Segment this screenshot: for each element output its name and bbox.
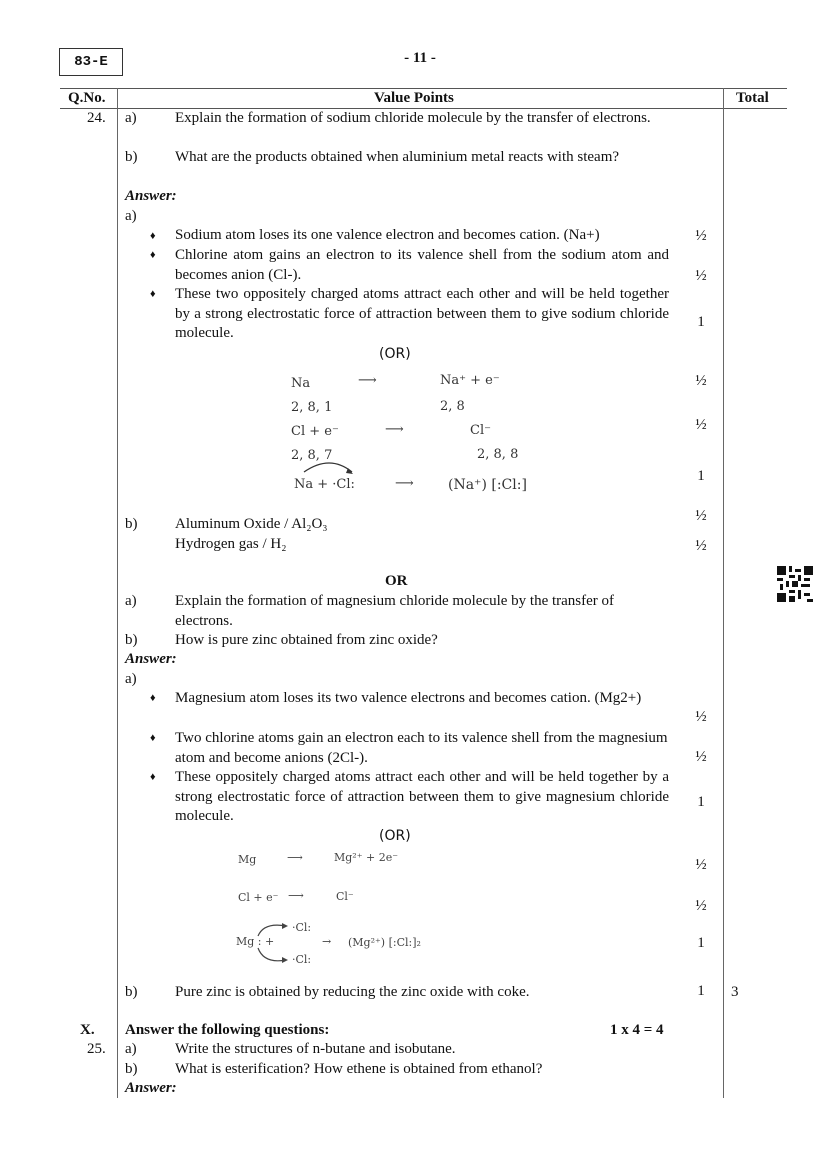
bullet-diamond-icon: ♦ [150,732,156,744]
arrow-right-icon: ⟶ [358,373,377,388]
eq-lewis-right: (Na⁺) [:Cl:] [448,477,527,493]
q24-point-2: Chlorine atom gains an electron to its valence shell from the sodium atom and becomes anion (Cl-). [175,247,669,283]
page-number: - 11 - [404,50,436,66]
q25-a-label: a) [125,1041,137,1057]
eq-mg-lewis-left: Mg : + [236,935,275,948]
q24or-point-1-mark: ½ [695,709,707,725]
q24or-point-3-mark: 1 [697,794,705,810]
q24or-point-1: Magnesium atom loses its two valence electrons and becomes cation. (Mg2+) [175,690,642,706]
q24or-answer-label: Answer: [125,651,177,667]
section-marks-scheme: 1 x 4 = 4 [610,1022,664,1038]
eq-mgcl-right: Cl⁻ [336,890,354,903]
eq-na-right: Na⁺ + e⁻ [440,373,500,388]
q24or-ans-b-text: Pure zinc is obtained by reducing the zinc oxide with coke. [175,984,530,1000]
eq-na-left: Na [291,376,311,391]
q24-point-1-mark: ½ [695,228,707,244]
eq-cl-left: Cl + e⁻ [291,424,339,439]
bullet-diamond-icon: ♦ [150,692,156,704]
table-top-border [60,88,787,89]
arrow-right-icon: ⟶ [385,422,404,437]
q24-point-2-mark: ½ [695,268,707,284]
q24-b-text: What are the products obtained when aluminium metal reacts with steam? [175,149,620,165]
qr-code-icon [777,565,813,603]
column-divider-qno [117,88,118,1098]
arrow-right-icon: ⟶ [395,476,414,491]
eq-na-mark: ½ [695,373,707,389]
q24or-a-text: Explain the formation of magnesium chloride molecule by the transfer of electrons. [175,593,615,629]
eq-mg-right: Mg²⁺ + 2e⁻ [334,851,399,864]
header-total: Total [736,90,769,106]
column-divider-total [723,88,724,1098]
q24-point-1: Sodium atom loses its one valence electron and becomes cation. (Na+) [175,227,600,243]
q25-a-text: Write the structures of n-butane and isobutane. [175,1041,456,1057]
q24or-point-3: These oppositely charged atoms attract each other and will be held together by a strong electrostatic force of attraction between them to give magnesium chloride molecule. [175,769,669,824]
header-qno: Q.No. [68,90,106,106]
q24-ans-b-line-2-mark: ½ [695,538,707,554]
q24-total-marks: 3 [731,984,739,1000]
q25-b-text: What is esterification? How ethene is obtained from ethanol? [175,1061,543,1077]
paper-code: 83-E [74,54,108,70]
q24-ans-b-label: b) [125,516,138,532]
q24or-or-label: (OR) [379,828,411,844]
q24-answer-label: Answer: [125,188,177,204]
eq-cl-mark: ½ [695,417,707,433]
bullet-diamond-icon: ♦ [150,249,156,261]
eq-cl-right: Cl⁻ [470,423,491,438]
eq-cl-config-right: 2, 8, 8 [477,447,519,462]
q24or-b-label: b) [125,632,138,648]
q24or-ans-b-mark: 1 [697,983,705,999]
paper-code-box [59,48,123,76]
q24-a-text: Explain the formation of sodium chloride molecule by the transfer of electrons. [175,110,651,126]
q24or-ans-a-label: a) [125,671,137,687]
q24-ans-a-label: a) [125,208,137,224]
eq-mgcl-left: Cl + e⁻ [238,891,279,904]
bullet-diamond-icon: ♦ [150,288,156,300]
q24-ans-b-line-2: Hydrogen gas / H₂ [175,536,287,552]
q24or-point-2-mark: ½ [695,749,707,765]
bullet-diamond-icon: ♦ [150,230,156,242]
q24or-b-text: How is pure zinc obtained from zinc oxide? [175,632,438,648]
q24-point-3-mark: 1 [697,314,705,330]
cl-dot-icon: ·Cl: [292,953,312,966]
q24or-ans-b-label: b) [125,984,138,1000]
q24-b-label: b) [125,149,138,165]
eq-mg-lewis-right: (Mg²⁺) [:Cl:]₂ [348,936,421,949]
q24-ans-b-line-1-mark: ½ [695,508,707,524]
q24-a-label: a) [125,110,137,126]
q25-answer-label: Answer: [125,1080,177,1096]
eq-mg-lewis-mark: 1 [697,935,705,951]
bullet-diamond-icon: ♦ [150,771,156,783]
eq-na-config-right: 2, 8 [440,399,465,414]
q24or-a-label: a) [125,593,137,609]
q24-ans-b-line-1: Aluminum Oxide / Al₂O₃ [175,516,328,532]
eq-mgcl-mark: ½ [695,898,707,914]
q24-point-3: These two oppositely charged atoms attract each other and will be held together by a strong electrostatic force of attraction between them to give sodium chloride molecule. [175,286,669,341]
q24-or-heading: OR [385,573,408,589]
eq-na-config-left: 2, 8, 1 [291,400,333,415]
question-number-25: 25. [87,1041,106,1057]
arrow-right-icon: → [322,935,332,948]
question-number-24: 24. [87,110,106,126]
cl-dot-icon: ·Cl: [292,921,312,934]
header-value-points: Value Points [374,90,454,106]
arrow-right-icon: ⟶ [287,851,303,864]
section-instruction: Answer the following questions: [125,1022,330,1038]
electron-transfer-arrow-icon [300,456,360,478]
eq-lewis-mark: 1 [697,468,705,484]
q24or-point-2: Two chlorine atoms gain an electron each to its valence shell from the magnesium atom and become anions (2Cl-). [175,730,668,766]
eq-lewis-left: Na + ·Cl: [294,477,355,492]
q24-or-label: (OR) [379,346,411,362]
eq-mg-mark: ½ [695,857,707,873]
q25-b-label: b) [125,1061,138,1077]
eq-cl-config-left: 2, 8, 7 [291,448,333,463]
arrow-right-icon: ⟶ [288,889,304,902]
eq-mg-left: Mg [238,853,257,866]
section-label: X. [80,1022,95,1038]
